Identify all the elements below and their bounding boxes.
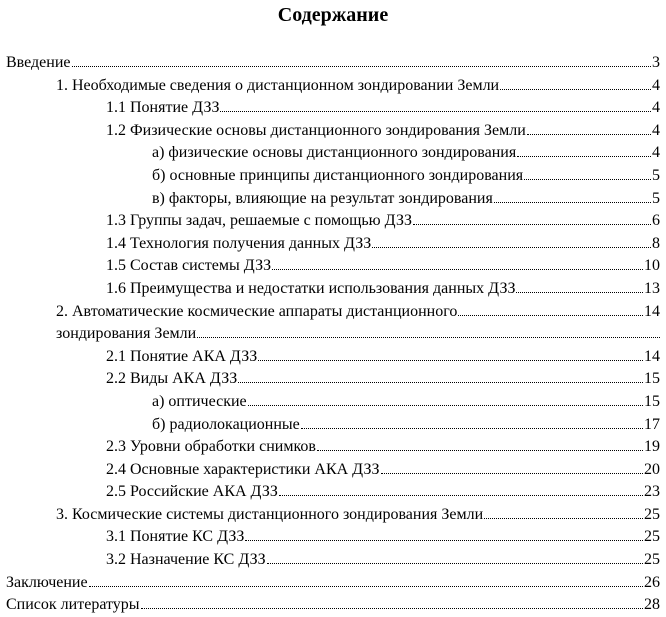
toc-entry[interactable] (0, 481, 666, 504)
table-of-contents (0, 52, 666, 617)
toc-entry-label: а) физические основы дистанционного зондирования (152, 144, 517, 162)
toc-entry-label: 1.1 Понятие ДЗЗ (106, 99, 220, 117)
toc-entry-page-number: 5 (652, 189, 660, 207)
toc-entry-page-number: 15 (644, 370, 660, 388)
toc-entry-label: а) оптические (152, 392, 247, 410)
toc-entry-label: 1.3 Группы задач, решаемые с помощью ДЗЗ (106, 212, 412, 230)
toc-entry-page-number: 25 (644, 505, 660, 523)
dot-leader (413, 224, 651, 225)
toc-entry-label: 1.5 Состав системы ДЗЗ (106, 257, 272, 275)
toc-entry[interactable] (0, 165, 666, 188)
dot-leader (141, 608, 643, 609)
toc-entry[interactable] (0, 368, 666, 391)
toc-entry-page-number: 28 (644, 596, 660, 614)
dot-leader (458, 315, 643, 316)
dot-leader (484, 518, 643, 519)
toc-entry[interactable] (0, 301, 666, 324)
dot-leader (248, 405, 643, 406)
page-title: Содержание (277, 4, 389, 26)
toc-entry[interactable] (0, 436, 666, 459)
toc-entry[interactable] (0, 459, 666, 482)
toc-entry-label: 1. Необходимые сведения о дистанционном зондировании Земли (56, 76, 500, 94)
toc-entry[interactable] (0, 75, 666, 98)
toc-entry-page-number: 20 (644, 460, 660, 478)
toc-entry-label: 1.6 Преимущества и недостатки использования данных ДЗЗ (106, 279, 516, 297)
toc-entry[interactable] (0, 255, 666, 278)
toc-entry[interactable] (0, 526, 666, 549)
dot-leader (72, 66, 651, 67)
toc-entry-label: 2.3 Уровни обработки снимков (106, 438, 316, 456)
toc-entry-label: 2.2 Виды АКА ДЗЗ (106, 370, 238, 388)
toc-entry-page-number: 25 (644, 551, 660, 569)
dot-leader (527, 134, 651, 135)
toc-entry-page-number: 19 (644, 438, 660, 456)
toc-entry-page-number: 4 (652, 144, 660, 162)
toc-entry-page-number: 26 (644, 573, 660, 591)
dot-leader (267, 563, 643, 564)
toc-entry-page-number: 5 (652, 166, 660, 184)
toc-entry-page-number: 15 (644, 392, 660, 410)
toc-entry[interactable] (0, 549, 666, 572)
dot-leader (372, 247, 651, 248)
dot-leader (317, 450, 643, 451)
toc-entry-label: 2.1 Понятие АКА ДЗЗ (106, 347, 258, 365)
toc-entry-label: 2. Автоматические космические аппараты дистанционного (56, 302, 458, 320)
toc-entry-page-number: 8 (652, 234, 660, 252)
toc-entry-page-number: 4 (652, 99, 660, 117)
toc-entry-page-number: 14 (644, 347, 660, 365)
dot-leader (258, 360, 643, 361)
dot-leader (517, 156, 651, 157)
toc-entry[interactable] (0, 120, 666, 143)
toc-entry[interactable] (0, 414, 666, 437)
toc-entry[interactable] (0, 97, 666, 120)
toc-entry-page-number: 25 (644, 528, 660, 546)
toc-entry[interactable] (0, 278, 666, 301)
toc-entry-page-number: 4 (652, 121, 660, 139)
dot-leader (245, 540, 643, 541)
toc-entry[interactable] (0, 323, 666, 346)
dot-leader (301, 428, 643, 429)
toc-entry[interactable] (0, 594, 666, 617)
toc-entry-label: 3.2 Назначение КС ДЗЗ (106, 551, 266, 569)
toc-entry-label: 1.4 Технология получения данных ДЗЗ (106, 234, 372, 252)
toc-entry[interactable] (0, 391, 666, 414)
toc-entry-label: 2.4 Основные характеристики АКА ДЗЗ (106, 460, 380, 478)
toc-entry[interactable] (0, 504, 666, 527)
toc-entry-page-number: 4 (652, 76, 660, 94)
toc-entry-label: Заключение (6, 573, 88, 591)
toc-entry[interactable] (0, 210, 666, 233)
toc-entry-label: в) факторы, влияющие на результат зондирования (152, 189, 493, 207)
toc-entry[interactable] (0, 233, 666, 256)
toc-entry-page-number: 23 (644, 483, 660, 501)
toc-entry-page-number: 6 (652, 212, 660, 230)
toc-entry-label: Введение (6, 54, 71, 71)
toc-entry-label: б) радиолокационные (152, 415, 300, 433)
dot-leader (238, 382, 643, 383)
dot-leader (220, 111, 651, 112)
toc-entry-page-number: 3 (652, 54, 660, 71)
toc-entry-label: 3. Космические системы дистанционного зондирования Земли (56, 505, 484, 523)
toc-entry[interactable] (0, 346, 666, 369)
dot-leader (500, 89, 651, 90)
dot-leader (272, 269, 643, 270)
toc-entry-page-number: 14 (644, 302, 660, 320)
toc-entry-label: Список литературы (6, 596, 140, 614)
toc-entry-label: зондирования Земли (56, 325, 197, 343)
toc-entry-page-number: 17 (644, 415, 660, 433)
dot-leader (89, 586, 643, 587)
toc-entry[interactable] (0, 188, 666, 211)
dot-leader (381, 473, 643, 474)
dot-leader (279, 495, 643, 496)
toc-entry[interactable] (0, 572, 666, 595)
toc-entry-page-number: 13 (644, 279, 660, 297)
toc-entry-page-number: 10 (644, 257, 660, 275)
toc-entry-label: 3.1 Понятие КС ДЗЗ (106, 528, 245, 546)
dot-leader (524, 179, 651, 180)
toc-entry[interactable] (0, 142, 666, 165)
toc-entry[interactable] (0, 52, 666, 75)
dot-leader (494, 202, 651, 203)
dot-leader (197, 337, 660, 338)
toc-entry-label: 2.5 Российские АКА ДЗЗ (106, 483, 278, 501)
toc-entry-label: б) основные принципы дистанционного зондирования (152, 166, 524, 184)
dot-leader (516, 292, 643, 293)
toc-entry-label: 1.2 Физические основы дистанционного зондирования Земли (106, 121, 526, 139)
